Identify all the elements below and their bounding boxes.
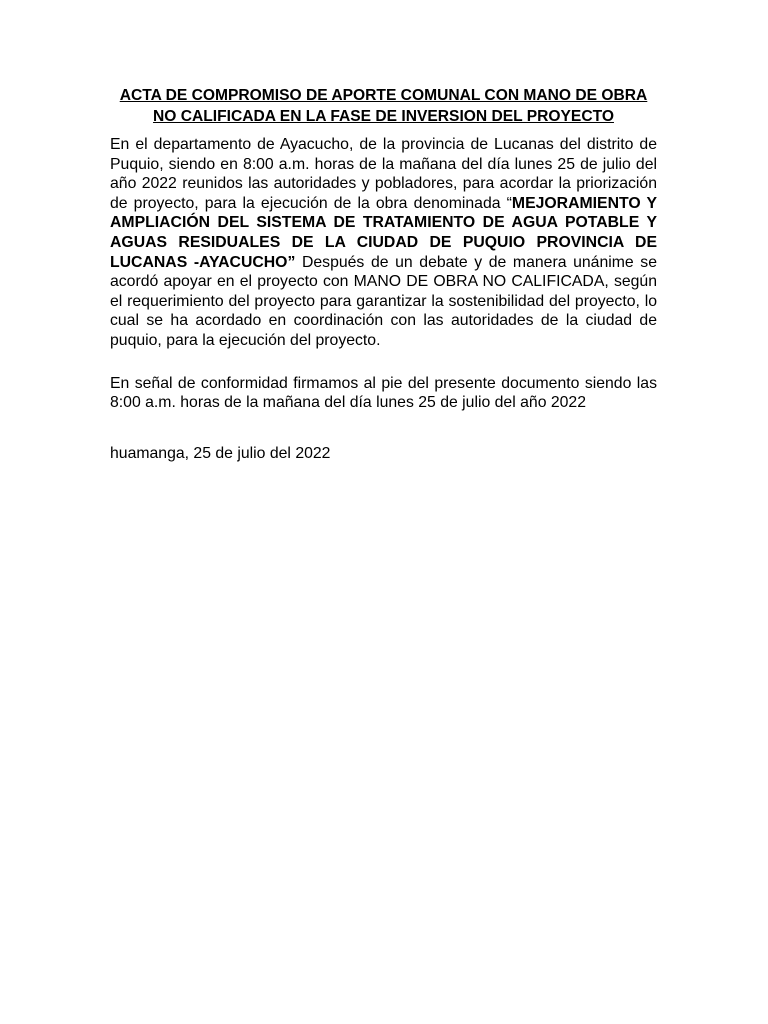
place-date: huamanga, 25 de julio del 2022 [110,444,331,462]
project-name: MEJORAMIENTO Y AMPLIACIÓN DEL SISTEMA DE TRATAMIENTO DE AGUA POTABLE Y AGUAS RESIDUALES DE LA CIUDAD DE PUQUIO PROVINCIA DE LUCANAS -AYACUCHO” [110,194,657,271]
document-page [110,85,657,463]
document-title: ACTA DE COMPROMISO DE APORTE COMUNAL CON MANO DE OBRA NO CALIFICADA EN LA FASE DE INVERSION DEL PROYECTO [119,87,648,125]
paragraph-agreement-intro: En el departamento de Ayacucho, de la provincia de Lucanas del distrito de Puquio, siendo en 8:00 a.m. horas de la mañana del día lunes 25 de julio del año 2022 reunidos las autoridades y pobladores, para acordar la priorización de proyecto, para la ejecución de la obra denominada “ [110,136,657,212]
paragraph-agreement-rest: Después de un debate y de manera unánime se acordó apoyar en el proyecto con MANO DE OBRA NO CALIFICADA, según el requerimiento del proyecto para garantizar la sostenibilidad del proyecto, lo cual se ha acordado en coordinación con las autoridades de la ciudad de puquio, para la ejecución del proyecto. [110,253,657,349]
paragraph-agreement [110,135,657,351]
paragraph-conformity: En señal de conformidad firmamos al pie del presente documento siendo las 8:00 a.m. horas de la mañana del día lunes 25 de julio del año 2022 [110,374,657,412]
